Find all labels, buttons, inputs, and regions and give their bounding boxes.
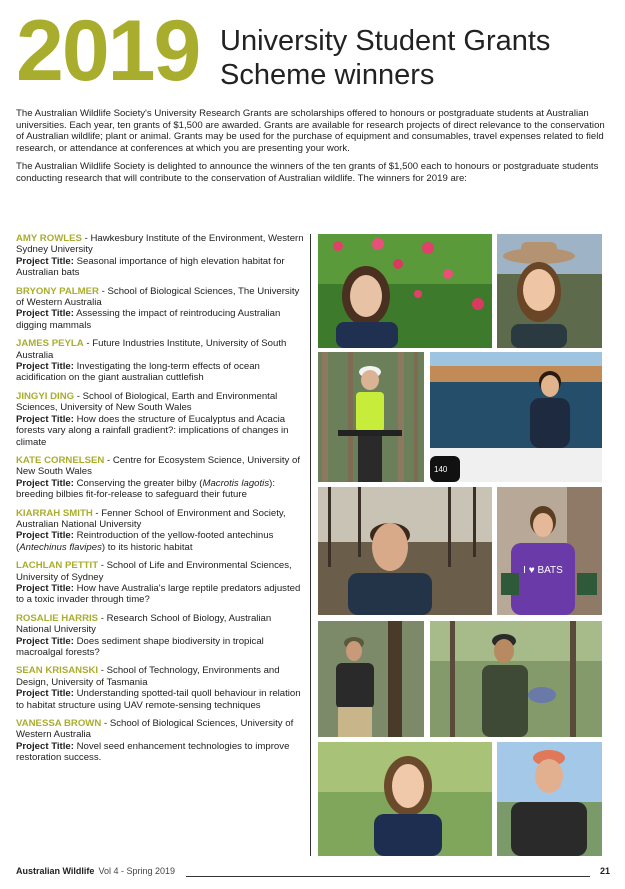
winner-name: VANESSA BROWN xyxy=(16,718,102,730)
intro-text xyxy=(16,108,608,192)
winner-affiliation: Centre for Ecosystem Science, University of New South Wales xyxy=(16,454,300,478)
photo-vanessa-brown xyxy=(497,742,602,856)
photo-bryony-palmer xyxy=(497,234,602,348)
project-title: How have Australia's large reptile predators adjusted to a toxic invader through time? xyxy=(16,582,301,606)
winner-entry: LACHLAN PETTIT - School of Life and Environmental Sciences, University of Sydney Project Title: How have Australia's large reptile predators adjusted to a toxic invader through time? xyxy=(16,560,301,606)
project-title-label: Project Title: xyxy=(16,477,74,489)
winner-name: SEAN KRISANSKI xyxy=(16,665,99,677)
page-title xyxy=(220,24,550,92)
winner-name: JINGYI DING xyxy=(16,390,75,402)
project-title: Conserving the greater bilby ( xyxy=(76,477,203,489)
winner-entry: KIARRAH SMITH - Fenner School of Environment and Society, Australian National University Project Title: Reintroduction of the yellow-footed antechinus (Antechinus flavipes) to its historic habitat xyxy=(16,507,286,553)
winner-affiliation: School of Biological Sciences, The University of Western Australia xyxy=(16,285,300,309)
project-title-label: Project Title: xyxy=(16,688,74,700)
winner-name: LACHLAN PETTIT xyxy=(16,560,99,572)
intro-paragraph-1: The Australian Wildlife Society's University Research Grants are scholarships offered to honours or postgraduate students at Australian universities. Each year, ten grants of $1,500 are awarded. Grants are available for research projects of direct relevance to the conservation of Australian wildlife; plant or animal. Grants may be used for the purchase of equipment and consumables, travel expenses related to field research, or attendance at conferences at which you are presenting your work. xyxy=(16,108,605,154)
winner-entry: JINGYI DING - School of Biological, Earth and Environmental Sciences, University of New South Wales Project Title: How does the structure of Eucalyptus and Acacia forests vary along a rainfall gradient?: implications of changes in climate xyxy=(16,390,289,448)
winner-affiliation: Hawkesbury Institute of the Environment, Western Sydney University xyxy=(16,233,304,256)
project-title-label: Project Title: xyxy=(16,413,74,425)
project-title-rest: ) to its historic habitat xyxy=(101,541,193,553)
project-title-rest: ): breeding bilbies fit-for-release to safeguard their future xyxy=(16,477,275,501)
issue-info: Vol 4 - Spring 2019 xyxy=(98,866,175,876)
winner-affiliation: Research School of Biology, Australian National University xyxy=(16,612,272,636)
winner-name: AMY ROWLES xyxy=(16,233,82,244)
photo-kate-cornelsen xyxy=(318,487,492,615)
winner-entry: AMY ROWLES - Hawkesbury Institute of the Environment, Western Sydney University Project Title: Seasonal importance of high elevation habitat for Australian bats xyxy=(16,233,304,279)
project-title-label: Project Title: xyxy=(16,361,74,373)
footer-rule xyxy=(186,876,590,877)
project-title-label: Project Title: xyxy=(16,308,74,320)
boat-label: 140 xyxy=(434,465,448,474)
winner-entry: KATE CORNELSEN - Centre for Ecosystem Science, University of New South Wales Project Title: Conserving the greater bilby (Macrotis lagotis): breeding bilbies fit-for-release to safeguard their future xyxy=(16,454,300,501)
winner-name: BRYONY PALMER xyxy=(16,285,99,297)
project-title-label: Project Title: xyxy=(16,740,74,752)
project-title-species: Macrotis lagotis xyxy=(202,477,270,489)
project-title-label: Project Title: xyxy=(16,635,74,647)
winner-name: KATE CORNELSEN xyxy=(16,454,105,466)
project-title: Reintroduction of the yellow-footed antechinus ( xyxy=(16,530,274,553)
project-title: Novel seed enhancement technologies to improve restoration success. xyxy=(16,740,290,764)
winner-name: JAMES PEYLA xyxy=(16,338,84,350)
title-line-2: Scheme winners xyxy=(220,59,435,91)
column-divider xyxy=(310,234,311,856)
title-line-1: University Student Grants xyxy=(220,25,551,57)
shirt-text: I ♥ BATS xyxy=(523,565,563,576)
project-title: Investigating the long-term effects of ocean acidification on the giant australian cuttlefish xyxy=(16,361,260,384)
photo-james-peyla xyxy=(318,352,424,482)
winner-entry: BRYONY PALMER - School of Biological Sciences, The University of Western Australia Project Title: Assessing the impact of reintroducing Australian digging mammals xyxy=(16,285,300,331)
winners-list xyxy=(16,233,306,771)
winner-affiliation: Future Industries Institute, University of South Australia xyxy=(16,338,287,361)
winner-name: KIARRAH SMITH xyxy=(16,507,93,519)
intro-paragraph-2: The Australian Wildlife Society is delighted to announce the winners of the ten grants of $1,500 each to honours or postgraduate students conducting research that will contribute to the conservation of Australian wildlife. The winners for 2019 are: xyxy=(16,161,599,184)
photo-jingyi-ding xyxy=(430,352,602,482)
photo-rosalie-harris xyxy=(430,621,602,737)
photo-amy-rowles xyxy=(318,234,492,348)
winner-affiliation: School of Biological Sciences, University of Western Australia xyxy=(16,718,294,741)
project-title-label: Project Title: xyxy=(16,255,74,267)
winner-affiliation: Fenner School of Environment and Society, Australian National University xyxy=(16,507,286,530)
project-title-species: Antechinus flavipes xyxy=(19,541,102,553)
photo-kiarrah-smith xyxy=(497,487,602,615)
footer xyxy=(16,866,610,880)
project-title: Does sediment shape biodiversity in tropical macroalgal forests? xyxy=(16,635,264,658)
winner-entry: ROSALIE HARRIS - Research School of Biology, Australian National University Project Title: Does sediment shape biodiversity in tropical macroalgal forests? xyxy=(16,612,272,658)
winner-entry: JAMES PEYLA - Future Industries Institute, University of South Australia Project Title: Investigating the long-term effects of ocean acidification on the giant australian cuttlefish xyxy=(16,338,287,384)
page-number: 21 xyxy=(599,866,610,876)
magazine-name: Australian Wildlife xyxy=(16,866,95,876)
project-title: Seasonal importance of high elevation habitat for Australian bats xyxy=(16,255,285,279)
winner-affiliation: School of Biological, Earth and Environmental Sciences, University of New South Wales xyxy=(16,390,278,414)
photo-sean-krisanski xyxy=(318,742,492,856)
project-title: How does the structure of Eucalyptus and Acacia forests vary along a rainfall gradient?: implications of changes in climate xyxy=(16,413,289,448)
winner-affiliation: School of Technology, Environments and Design, University of Tasmania xyxy=(16,665,280,688)
project-title: Understanding spotted-tail quoll behaviour in relation to habitat structure using UAV remote-sensing techniques xyxy=(16,688,301,711)
project-title: Assessing the impact of reintroducing Australian digging mammals xyxy=(16,308,281,331)
winner-entry: SEAN KRISANSKI - School of Technology, Environments and Design, University of Tasmania Project Title: Understanding spotted-tail quoll behaviour in relation to habitat structure using UAV remote-sensing techniques xyxy=(16,665,301,711)
year-heading: 2019 xyxy=(16,3,200,99)
project-title-label: Project Title: xyxy=(16,582,74,594)
photo-lachlan-pettit xyxy=(318,621,424,737)
project-title-label: Project Title: xyxy=(16,530,74,542)
winner-name: ROSALIE HARRIS xyxy=(16,612,99,624)
winner-entry: VANESSA BROWN - School of Biological Sciences, University of Western Australia Project Title: Novel seed enhancement technologies to improve restoration success. xyxy=(16,718,294,764)
winner-affiliation: School of Life and Environmental Sciences, University of Sydney xyxy=(16,560,292,583)
